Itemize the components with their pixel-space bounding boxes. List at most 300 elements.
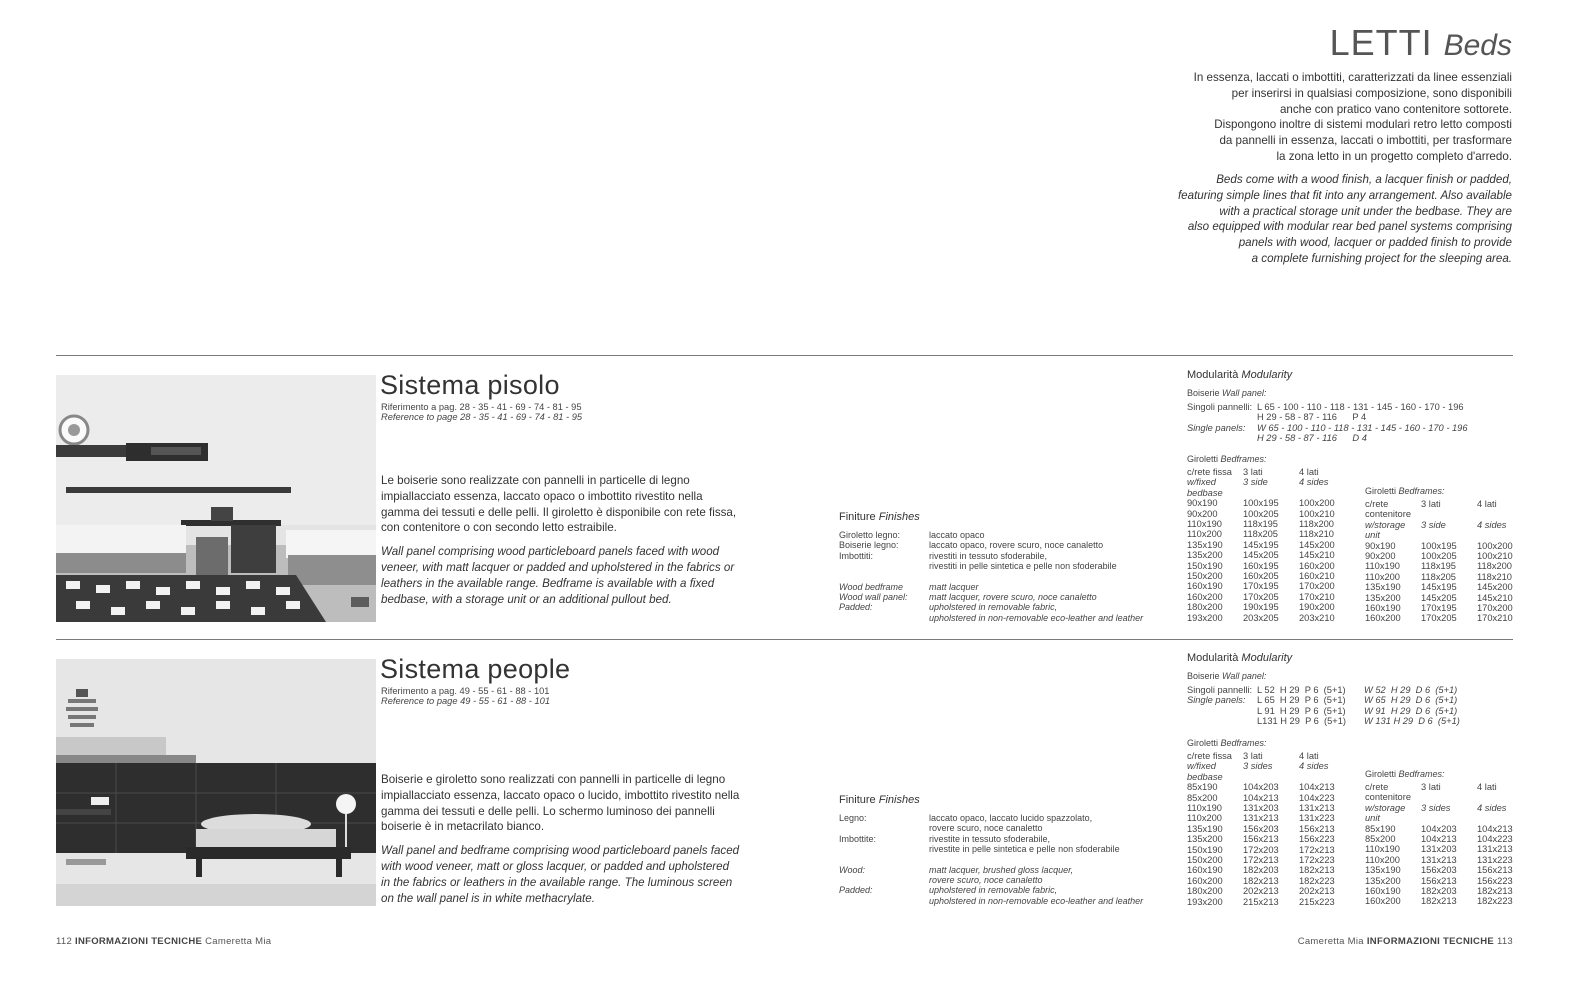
table-cell: 131x203 — [1421, 844, 1457, 855]
boiserie-label: Boiserie — [1187, 671, 1220, 681]
table-cell: 135x190 — [1187, 539, 1223, 550]
table-cell: 135x200 — [1365, 592, 1401, 603]
table-cell: 100x200 — [1477, 540, 1513, 551]
table-cell: 193x200 — [1187, 896, 1223, 907]
table-cell: 3 side — [1243, 477, 1268, 488]
table-cell: 156x213 — [1299, 823, 1335, 834]
table-cell: 150x200 — [1187, 571, 1223, 582]
table-cell: c/rete fissa — [1187, 751, 1232, 761]
table-cell: 118x200 — [1477, 561, 1512, 572]
finish-value: rivestiti in pelle sintetica e pelle non sfoderabile — [929, 561, 1117, 572]
table-cell: 156x223 — [1299, 834, 1335, 845]
table-cell: 118x195 — [1421, 561, 1456, 572]
table-cell: 4 sides — [1477, 519, 1507, 530]
table-header-row — [1187, 761, 1355, 771]
finish-key — [839, 823, 929, 833]
finishes-label-en: Finishes — [878, 511, 920, 523]
table-cell: 170x200 — [1477, 603, 1513, 614]
people-photo — [56, 659, 376, 906]
table-cell: 4 sides — [1299, 761, 1329, 772]
table-cell: 118x205 — [1243, 529, 1278, 540]
table-cell: 118x210 — [1477, 571, 1512, 582]
table-cell: 104x203 — [1243, 782, 1279, 793]
panels-label: Singoli pannelli: — [1187, 402, 1253, 412]
table-header-row — [1365, 792, 1533, 802]
intro-line: la zona letto in un progetto completo d'arredo. — [1276, 149, 1512, 163]
intro-line: Beds come with a wood finish, a lacquer finish or padded, — [1216, 173, 1512, 186]
table-cell: unit — [1365, 813, 1380, 824]
modularity-heading — [1187, 652, 1292, 664]
table-cell: 4 lati — [1477, 499, 1497, 509]
table-cell: 135x200 — [1187, 834, 1223, 845]
finish-value: matt lacquer — [929, 581, 979, 592]
table-cell: 190x200 — [1299, 602, 1335, 613]
intro-line: per inserirsi in qualsiasi composizione, sono disponibili — [1231, 86, 1512, 100]
table-cell: 203x205 — [1243, 612, 1279, 623]
table-cell: 145x200 — [1299, 539, 1335, 550]
finish-row — [839, 602, 1169, 612]
panel-row — [1187, 716, 1460, 726]
table-cell: 193x200 — [1187, 612, 1223, 623]
finish-key — [839, 844, 929, 854]
table-header-row — [1365, 499, 1533, 509]
finish-value: rovere scuro, noce canaletto — [929, 823, 1043, 834]
footer-section: INFORMAZIONI TECNICHE — [1366, 936, 1494, 947]
fixed-bedbase-table — [1187, 467, 1355, 623]
table-cell: 172x203 — [1243, 844, 1279, 855]
table-row — [1365, 844, 1533, 854]
table-cell: 110x190 — [1365, 561, 1400, 572]
modularity-heading — [1187, 369, 1292, 381]
table-cell: 131x213 — [1243, 813, 1279, 824]
panel-row — [1187, 423, 1468, 433]
table-cell: 104x213 — [1421, 834, 1457, 845]
panels-value: L 65 - 100 - 110 - 118 - 131 - 145 - 160 - 170 - 196 — [1257, 402, 1464, 412]
modularity-label-en: Modularity — [1241, 369, 1293, 381]
table-cell: 85x190 — [1187, 782, 1218, 793]
table-cell: 156x203 — [1421, 865, 1457, 876]
finish-row — [839, 813, 1169, 823]
reference-italian: Riferimento a pag. 49 - 55 - 61 - 88 - 101 — [381, 686, 550, 696]
fixed-bedbase-table — [1187, 751, 1355, 907]
description-italian: Le boiserie sono realizzate con pannelli in particelle di legno impiallacciato essenza, laccato opaco o imbottito rivestito nella gamma dei tessuti e delle pelli. Il giroletto è disponibile con rete fissa, con contenitore o con secondo letto estraibile. — [381, 474, 737, 535]
finish-row — [839, 540, 1169, 550]
table-cell: 104x213 — [1477, 823, 1513, 834]
finish-key — [839, 896, 929, 906]
table-cell: 156x213 — [1477, 865, 1513, 876]
finishes-label-en: Finishes — [878, 794, 920, 806]
page-reference — [381, 686, 550, 707]
table-row — [1187, 876, 1355, 886]
table-cell: 110x190 — [1365, 844, 1400, 855]
table-cell: 170x205 — [1421, 613, 1457, 624]
panel-row — [1187, 706, 1460, 716]
table-cell: bedbase — [1187, 487, 1223, 498]
bedframes-heading — [1187, 454, 1267, 464]
panel-row — [1187, 433, 1468, 443]
table-cell: 160x190 — [1187, 865, 1223, 876]
table-cell: 4 lati — [1477, 782, 1497, 792]
table-cell: 100x210 — [1299, 508, 1335, 519]
finish-row — [839, 844, 1169, 854]
section-description — [381, 473, 741, 615]
table-cell: 131x213 — [1299, 803, 1335, 814]
finishes-heading — [839, 794, 920, 806]
table-cell: 145x210 — [1477, 592, 1513, 603]
table-cell: 4 sides — [1477, 802, 1507, 813]
table-cell: 156x213 — [1421, 875, 1457, 886]
table-cell: 145x200 — [1477, 582, 1513, 593]
table-cell: 170x200 — [1299, 581, 1335, 592]
table-cell: 118x210 — [1299, 529, 1334, 540]
finish-value: matt lacquer, rovere scuro, noce canaletto — [929, 592, 1097, 603]
table-row — [1365, 834, 1533, 844]
panels-value: L 91 H 29 P 6 (5+1) — [1257, 705, 1346, 716]
intro-line: da pannelli in essenza, laccati o imbottiti, per trasformare — [1219, 134, 1512, 148]
finish-key: Wood bedframe — [839, 581, 904, 592]
table-row — [1187, 865, 1355, 875]
table-cell — [1421, 509, 1477, 519]
finish-key: Wood: — [839, 864, 866, 875]
table-header-row — [1365, 803, 1533, 813]
panels-value: L131 H 29 P 6 (5+1) — [1257, 716, 1346, 727]
table-cell: 3 lati — [1243, 751, 1263, 761]
table-row — [1187, 571, 1355, 581]
table-cell: 3 side — [1421, 519, 1446, 530]
table-cell: 172x213 — [1299, 844, 1335, 855]
table-cell: 182x203 — [1243, 865, 1279, 876]
table-cell: w/fixed — [1187, 761, 1216, 772]
table-cell: 118x200 — [1299, 519, 1334, 530]
table-cell: 4 sides — [1299, 477, 1329, 488]
table-row — [1187, 529, 1355, 539]
table-cell: 104x203 — [1421, 823, 1457, 834]
footer-section: INFORMAZIONI TECNICHE — [75, 936, 203, 947]
finish-value: rovere scuro, noce canaletto — [929, 875, 1043, 886]
description-italian: Boiserie e giroletto sono realizzati con pannelli in particelle di legno impiallacciato essenza, laccato opaco o lucido, imbottito rivestito nella gamma dei tessuti e delle pelli. Lo schermo luminoso dei pannelli boiserie è in metacrilato bianco. — [381, 773, 740, 834]
table-cell: 90x190 — [1365, 540, 1396, 551]
panels-value: L 52 H 29 P 6 (5+1) — [1257, 685, 1346, 695]
table-cell: 190x195 — [1243, 602, 1279, 613]
table-cell: 215x213 — [1243, 896, 1279, 907]
table-cell: 150x200 — [1187, 855, 1223, 866]
finish-row — [839, 834, 1169, 844]
boiserie-label-en: Wall panel: — [1222, 388, 1267, 398]
table-row — [1365, 561, 1533, 571]
table-header-row — [1365, 509, 1533, 519]
table-row — [1365, 896, 1533, 906]
finish-key: Padded: — [839, 602, 873, 613]
table-cell: 145x195 — [1243, 539, 1279, 550]
table-cell: 110x200 — [1365, 571, 1400, 582]
table-cell: w/storage — [1365, 802, 1406, 813]
table-row — [1187, 561, 1355, 571]
table-cell: 85x200 — [1187, 792, 1218, 803]
intro-line: featuring simple lines that fit into any arrangement. Also available — [1177, 188, 1512, 202]
bedframes-label: Giroletti — [1365, 486, 1397, 496]
finish-row — [839, 582, 1169, 592]
panels-value-en: W 91 H 29 D 6 (5+1) — [1364, 705, 1458, 716]
footer-left — [56, 936, 271, 947]
table-row — [1365, 582, 1533, 592]
title-italian: LETTI — [1329, 22, 1433, 63]
panels-value: L 65 H 29 P 6 (5+1) — [1257, 695, 1346, 706]
table-cell: 104x223 — [1477, 834, 1513, 845]
table-cell: 3 sides — [1243, 761, 1273, 772]
finish-value: upholstered in non-removable eco-leather and leather — [929, 895, 1144, 906]
page-number: 112 — [56, 936, 73, 947]
section-title: Sistema people — [380, 654, 571, 684]
table-cell: 160x200 — [1187, 591, 1223, 602]
table-row — [1187, 855, 1355, 865]
panels-value: H 29 - 58 - 87 - 116 P 4 — [1257, 412, 1367, 423]
finish-row — [839, 613, 1169, 623]
table-header-row — [1187, 772, 1355, 782]
storage-bedframe-table — [1365, 782, 1533, 907]
table-cell: 170x195 — [1243, 581, 1279, 592]
boiserie-label-en: Wall panel: — [1222, 671, 1267, 681]
table-cell: 182x203 — [1421, 886, 1457, 897]
table-cell: 104x213 — [1243, 792, 1279, 803]
table-cell: 100x205 — [1421, 551, 1457, 562]
table-cell: 182x223 — [1299, 875, 1335, 886]
table-cell: 180x200 — [1187, 886, 1223, 897]
table-cell: 170x210 — [1477, 613, 1513, 624]
table-row — [1365, 572, 1533, 582]
table-cell: c/rete — [1365, 782, 1389, 792]
finishes-label: Finiture — [839, 511, 876, 523]
panels-label: Single panels: — [1187, 422, 1246, 433]
table-cell: 85x200 — [1365, 834, 1396, 845]
table-cell: 202x213 — [1243, 886, 1279, 897]
table-row — [1187, 824, 1355, 834]
finish-value: rivestite in pelle sintetica e pelle non sfoderabile — [929, 844, 1120, 855]
table-cell: 160x200 — [1187, 875, 1223, 886]
table-cell: 156x203 — [1243, 823, 1279, 834]
bedframes-label: Giroletti — [1187, 738, 1219, 748]
finish-key: Imbottiti: — [839, 550, 874, 561]
panels-value: W 65 - 100 - 110 - 118 - 131 - 145 - 160 - 170 - 196 — [1257, 422, 1468, 433]
table-header-row — [1187, 467, 1355, 477]
table-header-row — [1365, 782, 1533, 792]
bedframes-heading — [1365, 769, 1445, 779]
page-title — [1330, 22, 1512, 64]
table-row — [1187, 782, 1355, 792]
panel-dimensions — [1187, 685, 1460, 727]
panels-value-en: W 52 H 29 D 6 (5+1) — [1364, 685, 1458, 695]
intro-line: panels with wood, lacquer or padded finish to provide — [1238, 236, 1512, 250]
table-cell: w/fixed — [1187, 477, 1216, 488]
table-cell: 180x200 — [1187, 602, 1223, 613]
modularity-label: Modularità — [1187, 369, 1239, 381]
table-cell: 135x200 — [1187, 550, 1223, 561]
table-cell: 90x190 — [1187, 498, 1218, 509]
page-reference — [381, 402, 582, 423]
table-row — [1187, 803, 1355, 813]
table-row — [1365, 593, 1533, 603]
table-cell: 131x223 — [1477, 854, 1513, 865]
table-cell: 90x200 — [1187, 508, 1218, 519]
panel-row — [1187, 412, 1468, 422]
intro-english — [1152, 172, 1512, 267]
section-divider — [56, 639, 1513, 640]
table-cell: 160x210 — [1299, 571, 1335, 582]
finish-value: rivestite in tessuto sfoderabile, — [929, 833, 1051, 844]
finish-value: rivestiti in tessuto sfoderabile, — [929, 550, 1048, 561]
pisolo-photo — [56, 375, 376, 622]
finishes-heading — [839, 511, 920, 523]
table-cell: 182x213 — [1243, 875, 1279, 886]
table-cell: 118x195 — [1243, 519, 1278, 530]
finish-value: laccato opaco — [929, 530, 985, 540]
bedframes-heading — [1365, 486, 1445, 496]
table-row — [1365, 551, 1533, 561]
table-row — [1187, 498, 1355, 508]
table-cell: 131x203 — [1243, 803, 1279, 814]
table-cell: 4 lati — [1299, 751, 1319, 761]
finish-key: Boiserie legno: — [839, 540, 899, 551]
finishes-list — [839, 530, 1169, 623]
finish-key — [839, 875, 929, 885]
panels-value: H 29 - 58 - 87 - 116 D 4 — [1257, 433, 1367, 444]
table-cell: 160x190 — [1365, 603, 1401, 614]
panel-row — [1187, 685, 1460, 695]
table-row — [1187, 886, 1355, 896]
description-english: Wall panel comprising wood particleboard panels faced with wood veneer, with matt lacquer or padded and upholstered in the fabrics or leathers in the available range. Bedframe is available with a fixed bedbase, with a storage unit or an additional pullout bed. — [381, 545, 735, 606]
table-row — [1187, 813, 1355, 823]
table-cell: 160x205 — [1243, 571, 1279, 582]
panel-row — [1187, 402, 1468, 412]
wall-panel-heading — [1187, 388, 1266, 398]
storage-bedframe-table — [1365, 499, 1533, 624]
table-cell: 100x195 — [1421, 540, 1457, 551]
table-cell: 3 lati — [1243, 467, 1263, 477]
table-cell — [1421, 792, 1477, 802]
section-divider — [56, 355, 1513, 356]
table-cell: 110x190 — [1187, 519, 1222, 530]
table-cell: 170x210 — [1299, 591, 1335, 602]
table-cell: 100x200 — [1299, 498, 1335, 509]
table-cell: 203x210 — [1299, 612, 1335, 623]
bedframes-label: Giroletti — [1187, 454, 1219, 464]
finish-row — [839, 823, 1169, 833]
reference-italian: Riferimento a pag. 28 - 35 - 41 - 69 - 74 - 81 - 95 — [381, 402, 582, 412]
reference-english: Reference to page 49 - 55 - 61 - 88 - 101 — [381, 696, 551, 707]
table-cell: 110x200 — [1187, 813, 1222, 824]
table-cell: 145x210 — [1299, 550, 1335, 561]
table-cell: 182x213 — [1477, 886, 1513, 897]
finish-key: Giroletto legno: — [839, 530, 901, 540]
table-cell: c/rete — [1365, 499, 1389, 509]
table-cell: unit — [1365, 530, 1380, 541]
table-cell: contenitore — [1365, 509, 1411, 520]
table-cell: 172x223 — [1299, 855, 1335, 866]
table-cell: 150x190 — [1187, 560, 1223, 571]
intro-line: a complete furnishing project for the sleeping area. — [1251, 251, 1512, 265]
finish-row — [839, 592, 1169, 602]
table-row — [1365, 876, 1533, 886]
wall-panel-heading — [1187, 671, 1266, 681]
table-cell: c/rete fissa — [1187, 467, 1232, 477]
finish-key: Padded: — [839, 885, 873, 896]
intro-line: with a practical storage unit under the bedbase. They are — [1219, 204, 1512, 218]
finish-row — [839, 865, 1169, 875]
table-cell: 182x213 — [1421, 896, 1457, 907]
finishes-list — [839, 813, 1169, 906]
table-row — [1187, 602, 1355, 612]
table-cell: 170x205 — [1243, 591, 1279, 602]
table-cell: 90x200 — [1365, 551, 1396, 562]
table-cell — [1477, 509, 1533, 519]
table-cell: 85x190 — [1365, 823, 1396, 834]
description-english: Wall panel and bedframe comprising wood particleboard panels faced with wood veneer, matt or gloss lacquer, or padded and upholstered in the fabrics or leathers in the available range. The luminous screen on the wall panel is in white methacrylate. — [381, 844, 740, 905]
table-row — [1187, 897, 1355, 907]
bedframes-label-en: Bedframes: — [1220, 738, 1267, 748]
table-cell: 160x195 — [1243, 560, 1279, 571]
finish-row — [839, 896, 1169, 906]
table-cell: 110x190 — [1187, 803, 1222, 814]
table-header-row — [1365, 520, 1533, 530]
table-cell: contenitore — [1365, 792, 1411, 803]
table-cell: 135x190 — [1365, 582, 1401, 593]
panels-label: Singoli pannelli: — [1187, 685, 1253, 695]
reference-english: Reference to page 28 - 35 - 41 - 69 - 74 - 81 - 95 — [381, 412, 583, 423]
table-cell: 145x205 — [1243, 550, 1279, 561]
table-header-row — [1187, 751, 1355, 761]
table-cell: 156x213 — [1243, 834, 1279, 845]
finish-key: Legno: — [839, 813, 867, 823]
table-row — [1187, 581, 1355, 591]
table-cell: 3 sides — [1421, 802, 1451, 813]
table-cell: 160x190 — [1365, 886, 1401, 897]
table-cell: 110x200 — [1187, 529, 1222, 540]
finish-row — [839, 530, 1169, 540]
table-cell: 182x213 — [1299, 865, 1335, 876]
table-cell: 150x190 — [1187, 844, 1223, 855]
bedframes-heading — [1187, 738, 1267, 748]
table-header-row — [1187, 488, 1355, 498]
table-cell: 145x205 — [1421, 592, 1457, 603]
table-header-row — [1365, 530, 1533, 540]
table-row — [1187, 509, 1355, 519]
table-cell — [1477, 792, 1533, 802]
footer-brand: Cameretta Mia — [205, 936, 272, 947]
finishes-label: Finiture — [839, 794, 876, 806]
finish-row — [839, 875, 1169, 885]
finish-row — [839, 885, 1169, 895]
table-cell: 160x200 — [1365, 896, 1401, 907]
finish-key — [839, 613, 929, 623]
table-cell: 202x213 — [1299, 886, 1335, 897]
finish-value: laccato opaco, rovere scuro, noce canaletto — [929, 540, 1104, 551]
panels-value-en: W 131 H 29 D 6 (5+1) — [1364, 716, 1460, 727]
table-row — [1365, 603, 1533, 613]
boiserie-label: Boiserie — [1187, 388, 1220, 398]
panel-row — [1187, 695, 1460, 705]
finish-row — [839, 561, 1169, 571]
intro-line: Dispongono inoltre di sistemi modulari retro letto composti — [1214, 118, 1512, 132]
section-title: Sistema pisolo — [380, 370, 560, 400]
intro-line: anche con pratico vano contenitore sottorete. — [1279, 102, 1512, 116]
table-row — [1187, 550, 1355, 560]
finish-value: upholstered in removable fabric, — [929, 602, 1058, 613]
modularity-label-en: Modularity — [1241, 652, 1293, 664]
table-cell: 110x200 — [1365, 854, 1400, 865]
finish-value: upholstered in removable fabric, — [929, 885, 1058, 896]
table-cell: 156x223 — [1477, 875, 1513, 886]
table-row — [1187, 540, 1355, 550]
table-row — [1365, 824, 1533, 834]
